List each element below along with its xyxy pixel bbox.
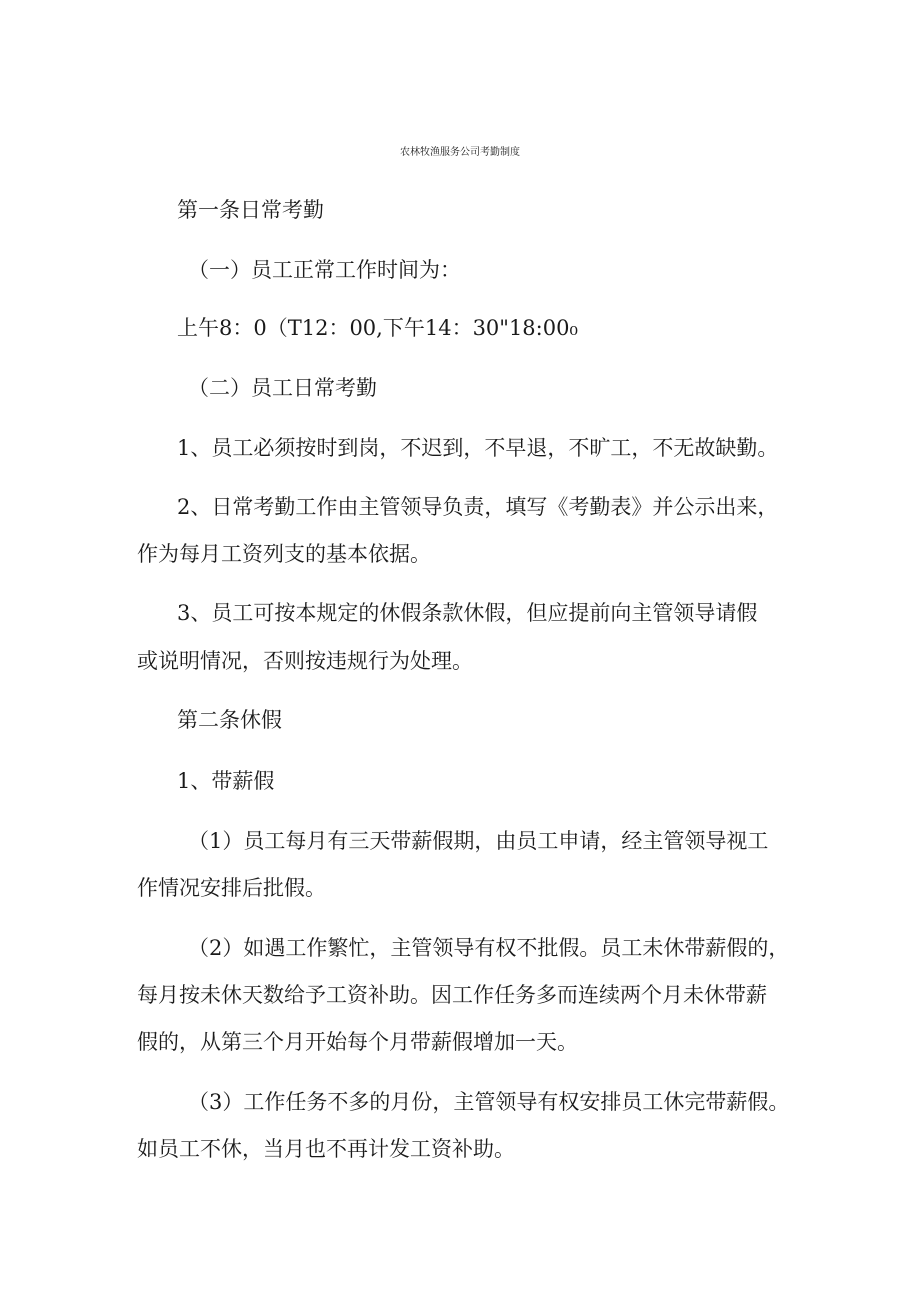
paragraph-line-rule-3-cont: 或说明情况，否则按违规行为处理。 xyxy=(137,649,473,673)
paragraph-line-leave-3: （3）工作任务不多的月份，主管领导有权安排员工休完带薪假。 xyxy=(188,1090,790,1114)
paragraph-line-rule-1: 1、员工必须按时到岗，不迟到，不早退，不旷工，不无故缺勤。 xyxy=(177,436,779,460)
paragraph-line-working-hours: 上午8：0（T12：00,下午14：30"18:00₀ xyxy=(177,316,578,340)
paragraph-line-rule-2-cont: 作为每月工资列支的基本依据。 xyxy=(137,542,431,566)
paragraph-line-leave-2-cont: 每月按未休天数给予工资补助。因工作任务多而连续两个月未休带薪 xyxy=(137,983,767,1007)
section-heading-daily-attendance: 第一条日常考勤 xyxy=(177,198,324,222)
paragraph-line-leave-1: （1）员工每月有三天带薪假期，由员工申请，经主管领导视工 xyxy=(188,829,769,853)
paragraph-line-leave-1-cont: 作情况安排后批假。 xyxy=(137,876,326,900)
subsection-heading-daily-attendance: （二）员工日常考勤 xyxy=(188,376,377,400)
paragraph-line-rule-2: 2、日常考勤工作由主管领导负责，填写《考勤表》并公示出来， xyxy=(177,495,779,519)
paragraph-line-leave-2: （2）如遇工作繁忙，主管领导有权不批假。员工未休带薪假的， xyxy=(188,936,790,960)
paragraph-line-leave-3-cont: 如员工不休，当月也不再计发工资补助。 xyxy=(137,1137,515,1161)
section-heading-leave: 第二条休假 xyxy=(177,708,282,732)
paragraph-line-rule-3: 3、员工可按本规定的休假条款休假，但应提前向主管领导请假 xyxy=(177,601,758,625)
subsection-heading-working-hours: （一）员工正常工作时间为： xyxy=(188,258,461,282)
paragraph-line-leave-2-cont-2: 假的，从第三个月开始每个月带薪假增加一天。 xyxy=(137,1030,578,1054)
subsection-heading-paid-leave: 1、带薪假 xyxy=(177,769,275,793)
document-title: 农林牧渔服务公司考勤制度 xyxy=(400,147,520,158)
